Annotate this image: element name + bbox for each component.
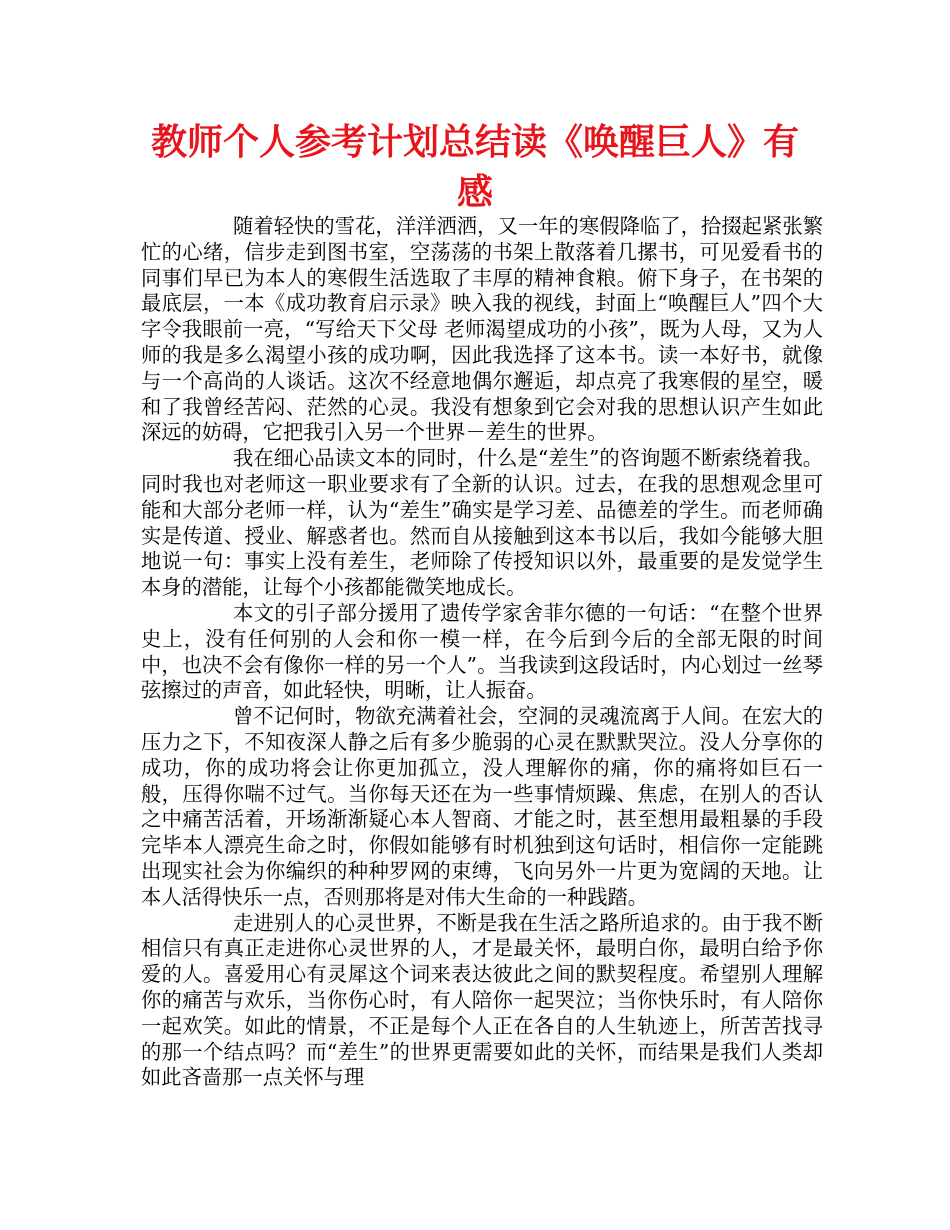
- paragraph: 曾不记何时，物欲充满着社会，空洞的灵魂流离于人间。在宏大的压力之下，不知夜深人静之后有多少脆弱的心灵在默默哭泣。没人分享你的成功，你的成功将会让你更加孤立，没人理解你的痛，你的痛将如巨石一般，压得你喘不过气。当你每天还在为一些事情烦躁、焦虑，在别人的否认之中痛苦活着，开场渐渐疑心本人智商、才能之时，甚至想用最粗暴的手段完毕本人漂亮生命之时，你假如能够有时机独到这句话时，相信你一定能跳出现实社会为你编织的种种罗网的束缚，飞向另外一片更为宽阔的天地。让本人活得快乐一点，否则那将是对伟大生命的一种践踏。: [141, 704, 823, 909]
- paragraph: 随着轻快的雪花，洋洋洒洒，又一年的寒假降临了，拾掇起紧张繁忙的心绪，信步走到图书室，空荡荡的书架上散落着几摞书，可见爱看书的同事们早已为本人的寒假生活选取了丰厚的精神食粮。俯下身子，在书架的最底层，一本《成功教育启示录》映入我的视线，封面上“唤醒巨人”四个大字令我眼前一亮，“写给天下父母 老师渴望成功的小孩”，既为人母，又为人师的我是多么渴望小孩的成功啊，因此我选择了这本书。读一本好书，就像与一个高尚的人谈话。这次不经意地偶尔邂逅，却点亮了我寒假的星空，暖和了我曾经苦闷、茫然的心灵。我没有想象到它会对我的思想认识产生如此深远的妨碍，它把我引入另一个世界－差生的世界。: [141, 214, 823, 445]
- paragraph: 我在细心品读文本的同时，什么是“差生”的咨询题不断索绕着我。同时我也对老师这一职业要求有了全新的认识。过去，在我的思想观念里可能和大部分老师一样，认为“差生”确实是学习差、品德差的学生。而老师确实是传道、授业、解惑者也。然而自从接触到这本书以后，我如今能够大胆地说一句：事实上没有差生，老师除了传授知识以外，最重要的是发觉学生本身的潜能，让每个小孩都能微笑地成长。: [141, 446, 823, 600]
- document-body: [141, 214, 823, 1091]
- document-title: 教师个人参考计划总结读《唤醒巨人》有感: [150, 122, 799, 213]
- paragraph: 本文的引子部分援用了遗传学家舍菲尔德的一句话：“在整个世界史上，没有任何别的人会和你一模一样，在今后到今后的全部无限的时间中，也决不会有像你一样的另一个人”。当我读到这段话时，内心划过一丝琴弦擦过的声音，如此轻快，明晰，让人振奋。: [141, 600, 823, 703]
- paragraph: 走进别人的心灵世界，不断是我在生活之路所追求的。由于我不断相信只有真正走进你心灵世界的人，才是最关怀，最明白你，最明白给予你爱的人。喜爱用心有灵犀这个词来表达彼此之间的默契程度。希望别人理解你的痛苦与欢乐，当你伤心时，有人陪你一起哭泣；当你快乐时，有人陪你一起欢笑。如此的情景，不正是每个人正在各自的人生轨迹上，所苦苦找寻的那一个结点吗？而“差生”的世界更需要如此的关怀，而结果是我们人类却如此吝啬那一点关怀与理: [141, 910, 823, 1090]
